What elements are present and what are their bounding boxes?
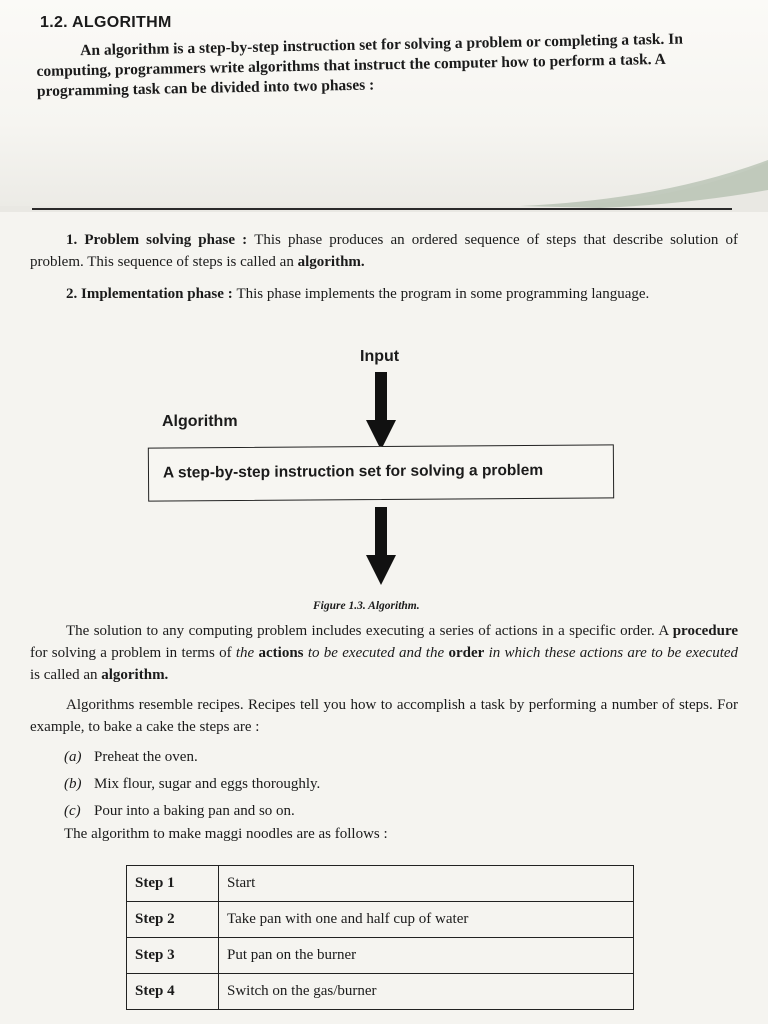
phase-1-number: 1. xyxy=(66,232,78,248)
phase-2-separator: : xyxy=(223,286,237,302)
list-marker: (c) xyxy=(64,803,81,819)
phase-2-number: 2. xyxy=(66,286,78,302)
algorithm-box-text: A step-by-step instruction set for solving a problem xyxy=(162,461,544,482)
intro-paragraph xyxy=(36,29,737,102)
section-heading: 1.2. ALGORITHM xyxy=(40,14,172,31)
list-item-text: Preheat the oven. xyxy=(94,749,198,765)
solution-term-order: order xyxy=(444,645,485,661)
list-marker: (b) xyxy=(64,776,82,792)
phase-1-paragraph xyxy=(30,229,738,273)
phase-2-paragraph xyxy=(30,283,738,305)
phase-1-text: This phase produces an ordered sequence of steps that describe solution of problem. This sequence of steps is called an xyxy=(30,232,739,270)
step-number-cell: Step 4 xyxy=(127,974,219,1010)
phase-1-title: Problem solving phase xyxy=(84,232,235,248)
table-row xyxy=(127,938,634,974)
solution-italic-2: to be executed and the xyxy=(303,645,445,661)
list-item-text: Mix flour, sugar and eggs thoroughly. xyxy=(94,776,321,792)
solution-italic-3: in which these actions are to be executed xyxy=(484,645,739,661)
phase-2-title: Implementation phase xyxy=(81,286,224,302)
step-action-cell: Take pan with one and half cup of water xyxy=(219,902,634,938)
step-action-cell: Put pan on the burner xyxy=(219,938,634,974)
list-item-text: Pour into a baking pan and so on. xyxy=(94,803,295,819)
phase-2-text: This phase implements the program in some programming language. xyxy=(236,286,650,302)
phase-1-separator: : xyxy=(234,232,255,248)
table-row xyxy=(127,866,634,902)
step-action-cell: Switch on the gas/burner xyxy=(219,974,634,1010)
solution-term-actions: actions xyxy=(254,645,304,661)
solution-paragraph xyxy=(30,620,738,686)
table-row xyxy=(127,902,634,938)
list-marker: (a) xyxy=(64,749,82,765)
maggi-intro: The algorithm to make maggi noodles are as follows : xyxy=(64,826,388,842)
solution-text-2: for solving a problem in terms of xyxy=(30,645,236,661)
list-item xyxy=(64,798,320,825)
intro-definition: An algorithm is a step-by-step instruction set for solving a problem or completing a task. xyxy=(80,30,665,60)
table-row xyxy=(127,974,634,1010)
step-number-cell: Step 2 xyxy=(127,902,219,938)
step-number-cell: Step 1 xyxy=(127,866,219,902)
cake-steps-list xyxy=(64,744,320,825)
intro-rest: In computing, programmers write algorithms that instruct the computer how to perform a task. A programming task can be divided into two phases : xyxy=(36,30,684,100)
phase-1-term: algorithm. xyxy=(297,254,365,270)
solution-italic-1: the xyxy=(235,645,255,661)
solution-term-procedure: procedure xyxy=(672,623,738,639)
recipes-text: Algorithms resemble recipes. Recipes tell you how to accomplish a task by performing a number of steps. For example, to bake a cake the steps are : xyxy=(30,697,738,735)
solution-term-algorithm: algorithm. xyxy=(101,667,169,683)
page-curl-shadow xyxy=(0,160,768,220)
step-action-cell: Start xyxy=(219,866,634,902)
figure-caption: Figure 1.3. Algorithm. xyxy=(313,600,420,612)
algorithm-label: Algorithm xyxy=(162,413,238,430)
list-item xyxy=(64,771,320,798)
recipes-paragraph xyxy=(30,694,738,738)
step-number-cell: Step 3 xyxy=(127,938,219,974)
list-item xyxy=(64,744,320,771)
header-rule xyxy=(32,208,732,210)
input-label: Input xyxy=(360,348,400,365)
solution-text-3: is called an xyxy=(30,667,102,683)
solution-text-1: The solution to any computing problem includes executing a series of actions in a specific order. A xyxy=(66,623,673,639)
maggi-steps-table xyxy=(126,865,634,1010)
